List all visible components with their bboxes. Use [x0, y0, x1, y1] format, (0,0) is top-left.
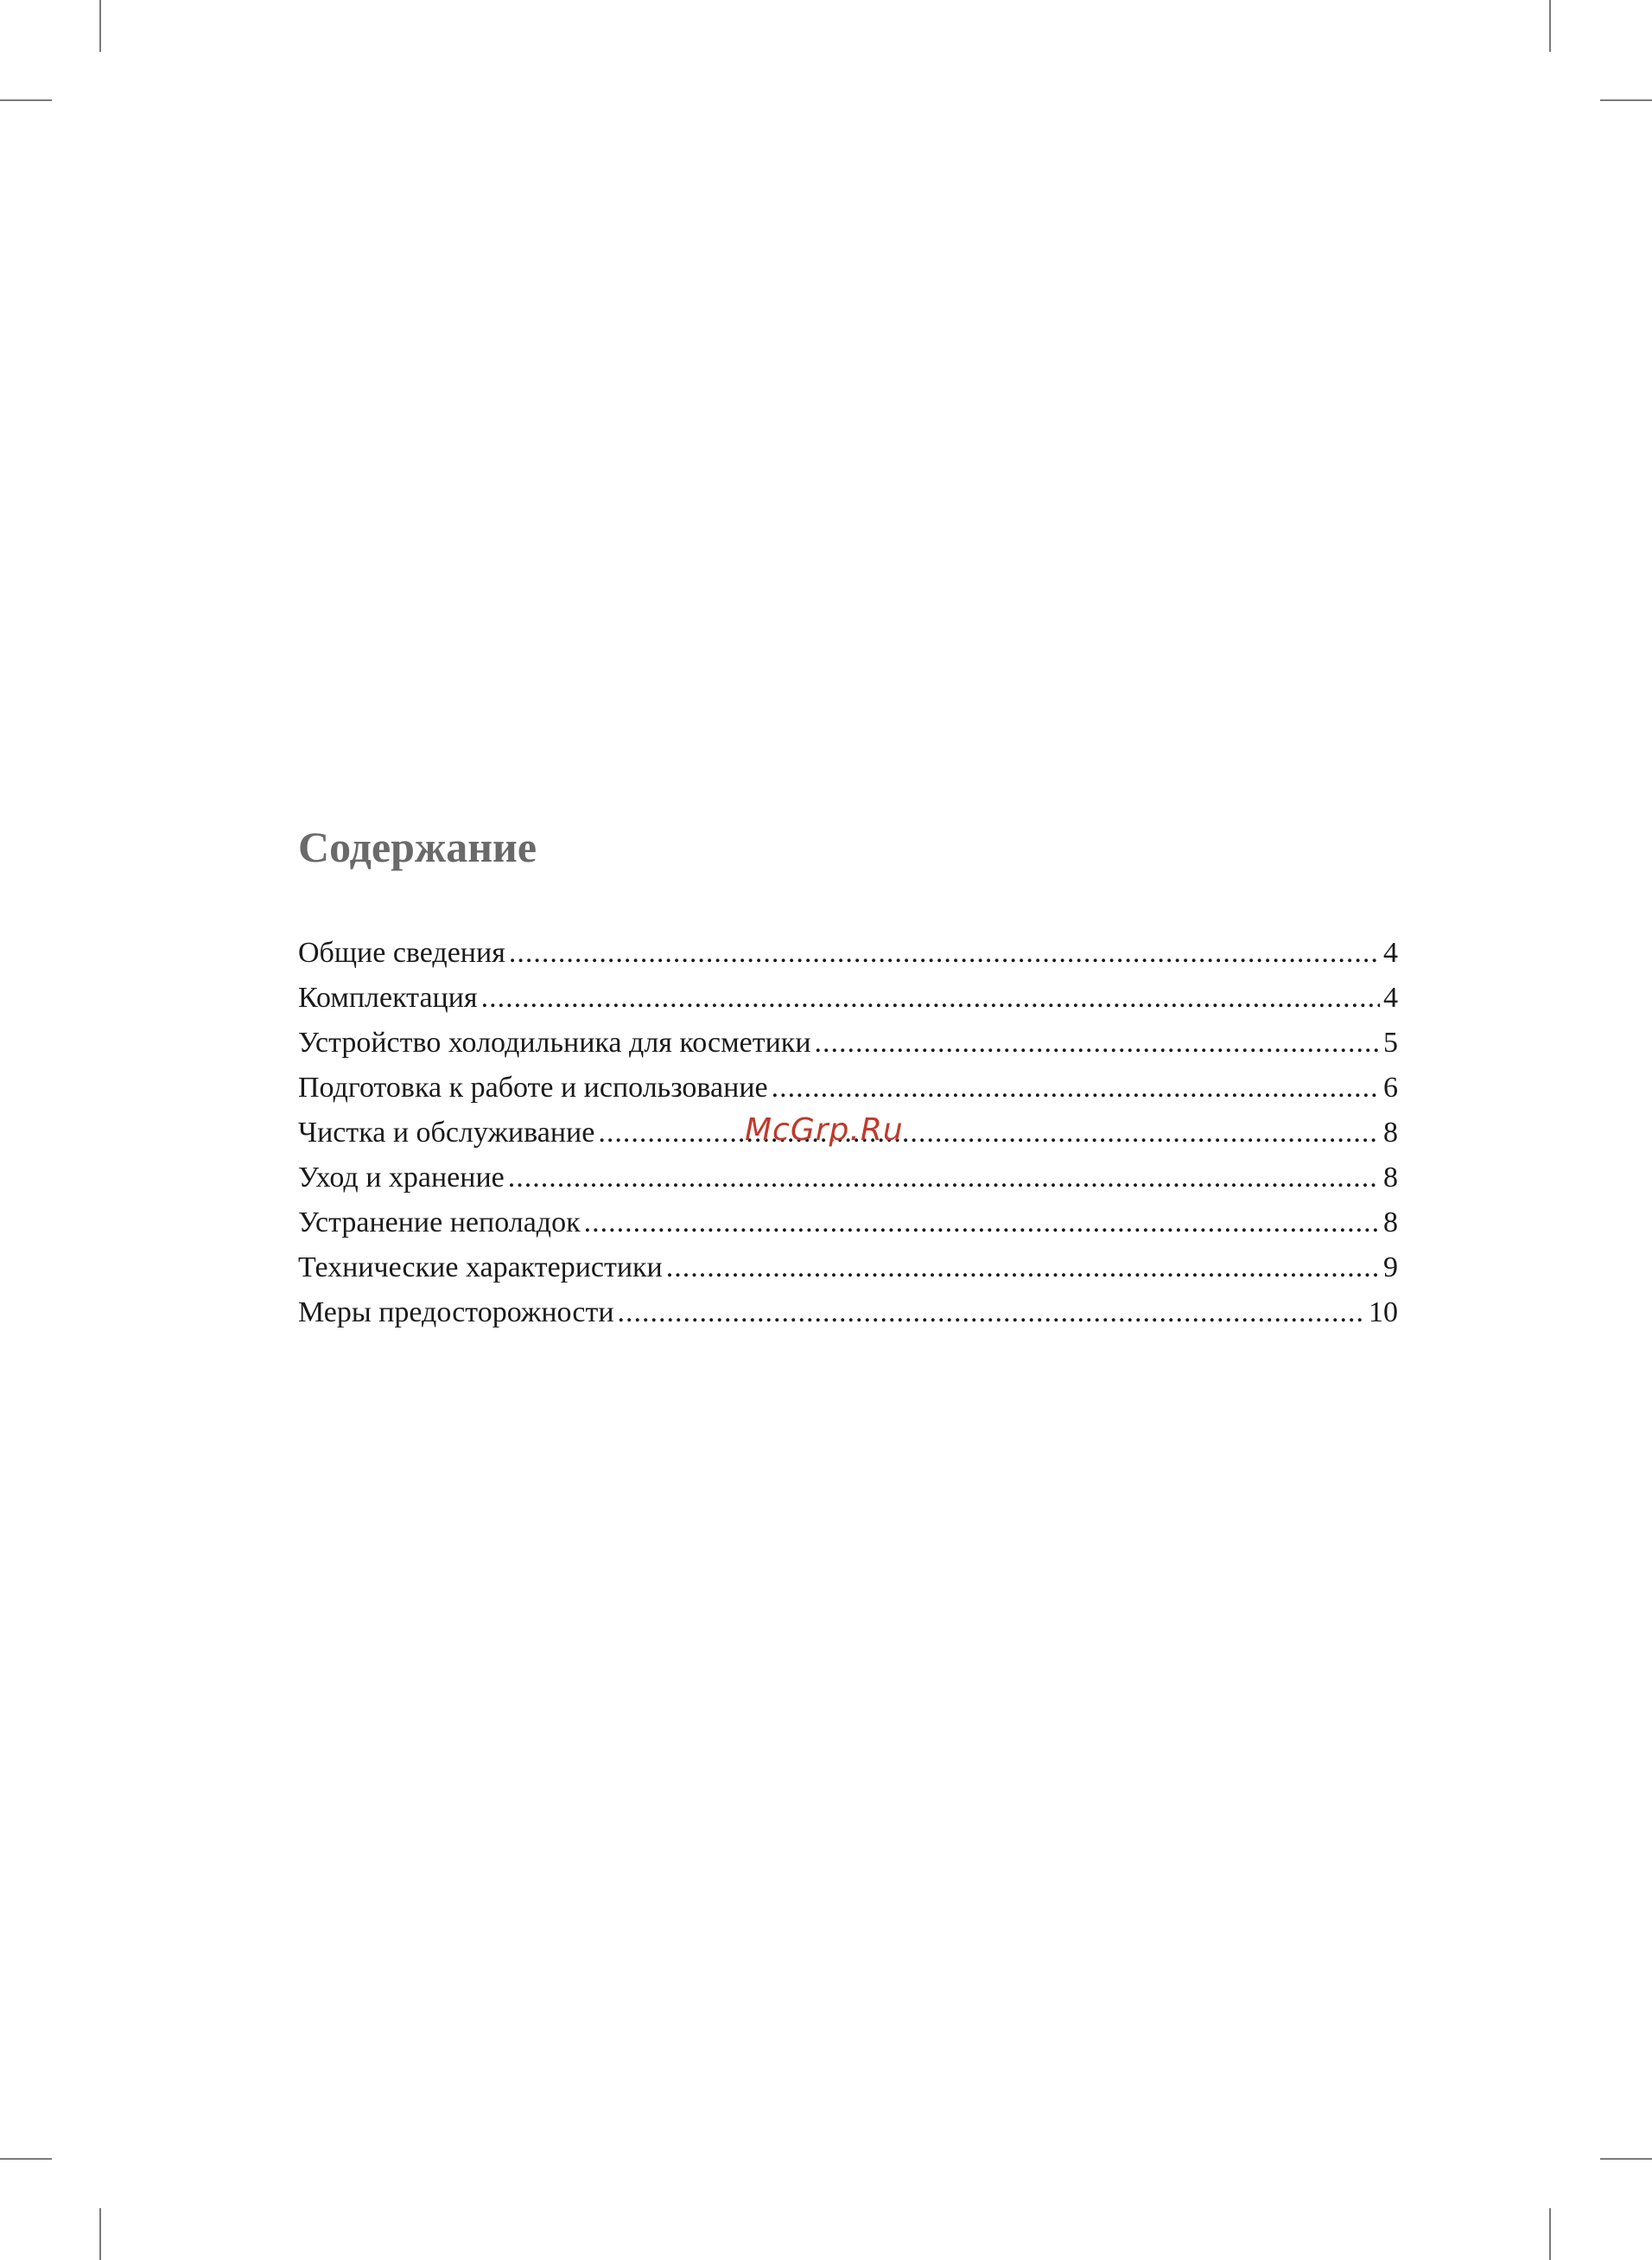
toc-entry[interactable] [298, 1155, 1398, 1200]
toc-entry-title: Подготовка к работе и использование [298, 1072, 768, 1104]
toc-page-number: 4 [1383, 982, 1398, 1014]
toc-dot-leader [508, 1155, 1380, 1200]
crop-mark-bottom-left-horizontal [0, 2158, 52, 2160]
crop-mark-top-right-vertical [1549, 0, 1551, 52]
toc-dot-leader [598, 1111, 1380, 1155]
toc-entry[interactable] [298, 1245, 1398, 1290]
toc-entry[interactable] [298, 931, 1398, 976]
toc-entry-title: Уход и хранение [298, 1162, 505, 1194]
crop-mark-bottom-left-vertical [99, 2208, 101, 2260]
toc-page-number: 5 [1383, 1027, 1398, 1059]
toc-entry[interactable] [298, 1021, 1398, 1066]
toc-dot-leader [772, 1066, 1380, 1111]
toc-dot-leader [481, 976, 1380, 1021]
toc-entry[interactable] [298, 1066, 1398, 1111]
toc-entry-title: Чистка и обслуживание [298, 1117, 595, 1149]
toc-entry-title: Меры предосторожности [298, 1296, 614, 1328]
crop-mark-top-left-horizontal [0, 99, 52, 101]
toc-entry-title: Технические характеристики [298, 1251, 663, 1283]
toc-entry-title: Общие сведения [298, 937, 505, 969]
toc-entry[interactable] [298, 976, 1398, 1021]
toc-entry[interactable] [298, 1200, 1398, 1245]
toc-entry[interactable] [298, 1290, 1398, 1335]
toc-dot-leader [584, 1200, 1380, 1245]
toc-dot-leader [509, 931, 1380, 976]
toc-dot-leader [815, 1021, 1380, 1066]
toc-dot-leader [666, 1245, 1380, 1290]
crop-mark-bottom-right-horizontal [1600, 2158, 1652, 2160]
toc-page-number: 4 [1383, 937, 1398, 969]
toc-page-number: 6 [1383, 1072, 1398, 1104]
crop-mark-top-right-horizontal [1600, 99, 1652, 101]
toc-page-number: 9 [1383, 1251, 1398, 1283]
toc-page-number: 8 [1383, 1206, 1398, 1238]
watermark-text: McGrp.Ru [745, 1112, 904, 1148]
table-of-contents [298, 817, 1398, 1335]
toc-entry-title: Устранение неполадок [298, 1206, 581, 1238]
toc-page-number: 8 [1383, 1117, 1398, 1149]
toc-page-number: 8 [1383, 1162, 1398, 1194]
toc-dot-leader [618, 1290, 1365, 1335]
crop-mark-bottom-right-vertical [1549, 2208, 1551, 2260]
toc-title: Содержание [298, 823, 537, 871]
toc-page-number: 10 [1369, 1296, 1398, 1328]
toc-entry-title: Комплектация [298, 982, 478, 1014]
crop-mark-top-left-vertical [99, 0, 101, 52]
toc-entry-title: Устройство холодильника для косметики [298, 1027, 811, 1059]
